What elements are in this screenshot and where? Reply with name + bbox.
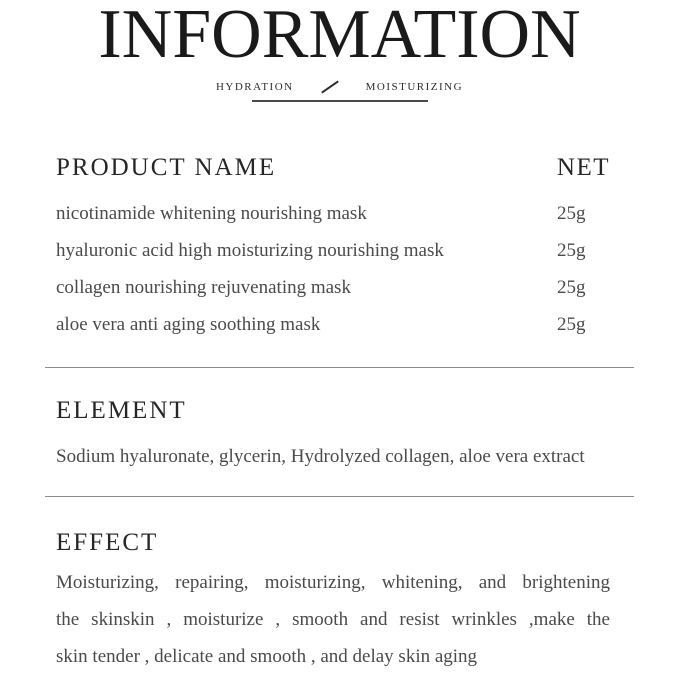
- page-title: INFORMATION: [98, 0, 581, 73]
- table-header-row: [56, 152, 610, 184]
- content-column: [0, 152, 679, 675]
- section-divider: [45, 367, 634, 368]
- effect-heading: EFFECT: [56, 529, 159, 556]
- section-divider: [45, 496, 634, 497]
- product-net: 25g: [557, 203, 586, 224]
- effect-line: skin tender , delicate and smooth , and delay skin aging: [56, 646, 478, 667]
- element-section: [56, 395, 610, 475]
- product-net: 25g: [557, 314, 586, 335]
- table-row: [56, 306, 610, 343]
- product-name: hyaluronic acid high moisturizing nourishing mask: [56, 240, 444, 261]
- element-text: Sodium hyaluronate, glycerin, Hydrolyzed collagen, aloe vera extract: [56, 446, 585, 467]
- column-header-net: NET: [556, 154, 610, 181]
- column-header-product-name: PRODUCT NAME: [56, 154, 277, 181]
- table-row: [56, 269, 610, 306]
- product-name: nicotinamide whitening nourishing mask: [56, 203, 367, 224]
- element-heading: ELEMENT: [56, 397, 187, 424]
- table-row: [56, 232, 610, 269]
- product-net: 25g: [557, 277, 586, 298]
- tag-moisturizing: MOISTURIZING: [365, 81, 464, 93]
- effect-paragraph: [56, 564, 610, 675]
- tagline: [0, 81, 679, 93]
- effect-line: the skinskin , moisturize , smooth and resist wrinkles ,make the: [56, 609, 610, 630]
- effect-section: [56, 527, 610, 675]
- product-table: [56, 152, 610, 343]
- product-name: collagen nourishing rejuvenating mask: [56, 277, 351, 298]
- table-row: [56, 195, 610, 232]
- tagline-underline: [252, 100, 428, 102]
- product-name: aloe vera anti aging soothing mask: [56, 314, 321, 335]
- table-body: [56, 195, 610, 343]
- tag-hydration: HYDRATION: [215, 81, 294, 93]
- slash-divider-icon: [321, 80, 339, 93]
- product-net: 25g: [557, 240, 586, 261]
- effect-line: Moisturizing, repairing, moisturizing, whitening, and brightening: [56, 572, 610, 593]
